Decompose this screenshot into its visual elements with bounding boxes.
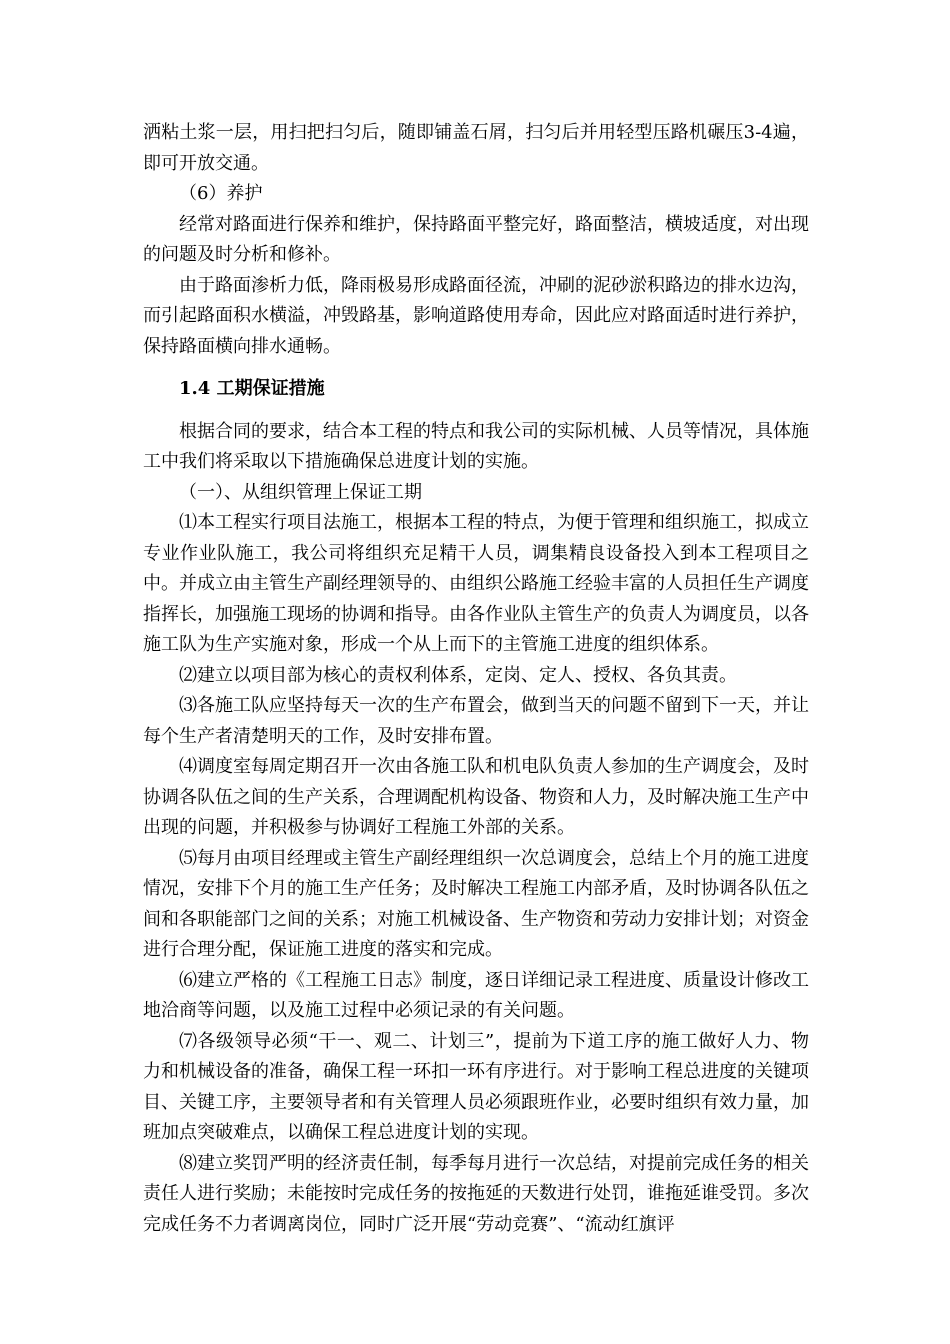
list-item-8: ⑻建立奖罚严明的经济责任制，每季每月进行一次总结，对提前完成任务的相关责任人进行奖励；未能按时完成任务的按拖延的天数进行处罚，谁拖延谁受罚。多次完成任务不力者调离岗位，同时广泛开展“劳动竞赛”、“流动红旗评 <box>143 1152 809 1235</box>
list-item-3: ⑶各施工队应坚持每天一次的生产布置会，做到当天的问题不留到下一天，并让每个生产者清楚明天的工作，及时安排布置。 <box>143 695 809 747</box>
list-item-7: ⑺各级领导必须“干一、观二、计划三”，提前为下道工序的施工做好人力、物力和机械设备的准备，确保工程一环扣一环有序进行。对于影响工程总进度的关键项目、关键工序，主要领导者和有关管理人员必须跟班作业，必要时组织有效力量，加班加点突破难点，以确保工程总进度计划的实现。 <box>143 1030 809 1143</box>
paragraph-maintenance: 经常对路面进行保养和维护，保持路面平整完好，路面整洁，横坡适度，对出现的问题及时分析和修补。 <box>143 213 809 265</box>
list-item-2: ⑵建立以项目部为核心的责权利体系，定岗、定人、授权、各负其责。 <box>179 664 737 686</box>
subheading-organization: （一）、从组织管理上保证工期 <box>179 481 422 503</box>
paragraph-drainage: 由于路面渗析力低，降雨极易形成路面径流，冲刷的泥砂淤积路边的排水边沟，而引起路面积水横溢，冲毁路基，影响道路使用寿命，因此应对路面适时进行养护，保持路面横向排水通畅。 <box>143 274 809 357</box>
paragraph-intro: 根据合同的要求，结合本工程的特点和我公司的实际机械、人员等情况，具体施工中我们将采取以下措施确保总进度计划的实施。 <box>143 420 809 472</box>
list-item-4: ⑷调度室每周定期召开一次由各施工队和机电队负责人参加的生产调度会，及时协调各队伍之间的生产关系，合理调配机构设备、物资和人力，及时解决施工生产中出现的问题，并积极参与协调好工程施工外部的关系。 <box>143 756 809 838</box>
section-heading: 1.4 工期保证措施 <box>179 378 325 399</box>
subheading-maintenance: （6）养护 <box>179 183 263 204</box>
list-item-1: ⑴本工程实行项目法施工，根据本工程的特点，为便于管理和组织施工，拟成立专业作业队施工，我公司将组织充足精干人员，调集精良设备投入到本工程项目之中。并成立由主管生产副经理领导的、由组织公路施工经验丰富的人员担任生产调度指挥长，加强施工现场的协调和指导。由各作业队主管生产的负责人为调度员，以各施工队为生产实施对象，形成一个从上而下的主管施工进度的组织体系。 <box>143 512 809 655</box>
paragraph-continuation: 洒粘土浆一层，用扫把扫匀后，随即铺盖石屑，扫匀后并用轻型压路机碾压3-4遍，即可开放交通。 <box>143 122 809 174</box>
list-item-6: ⑹建立严格的《工程施工日志》制度，逐日详细记录工程进度、质量设计修改工地洽商等问题，以及施工过程中必须记录的有关问题。 <box>143 969 809 1021</box>
list-item-5: ⑸每月由项目经理或主管生产副经理组织一次总调度会，总结上个月的施工进度情况，安排下个月的施工生产任务；及时解决工程施工内部矛盾，及时协调各队伍之间和各职能部门之间的关系；对施工机械设备、生产物资和劳动力安排计划；对资金进行合理分配，保证施工进度的落实和完成。 <box>143 847 809 960</box>
document-body <box>143 118 809 1240</box>
